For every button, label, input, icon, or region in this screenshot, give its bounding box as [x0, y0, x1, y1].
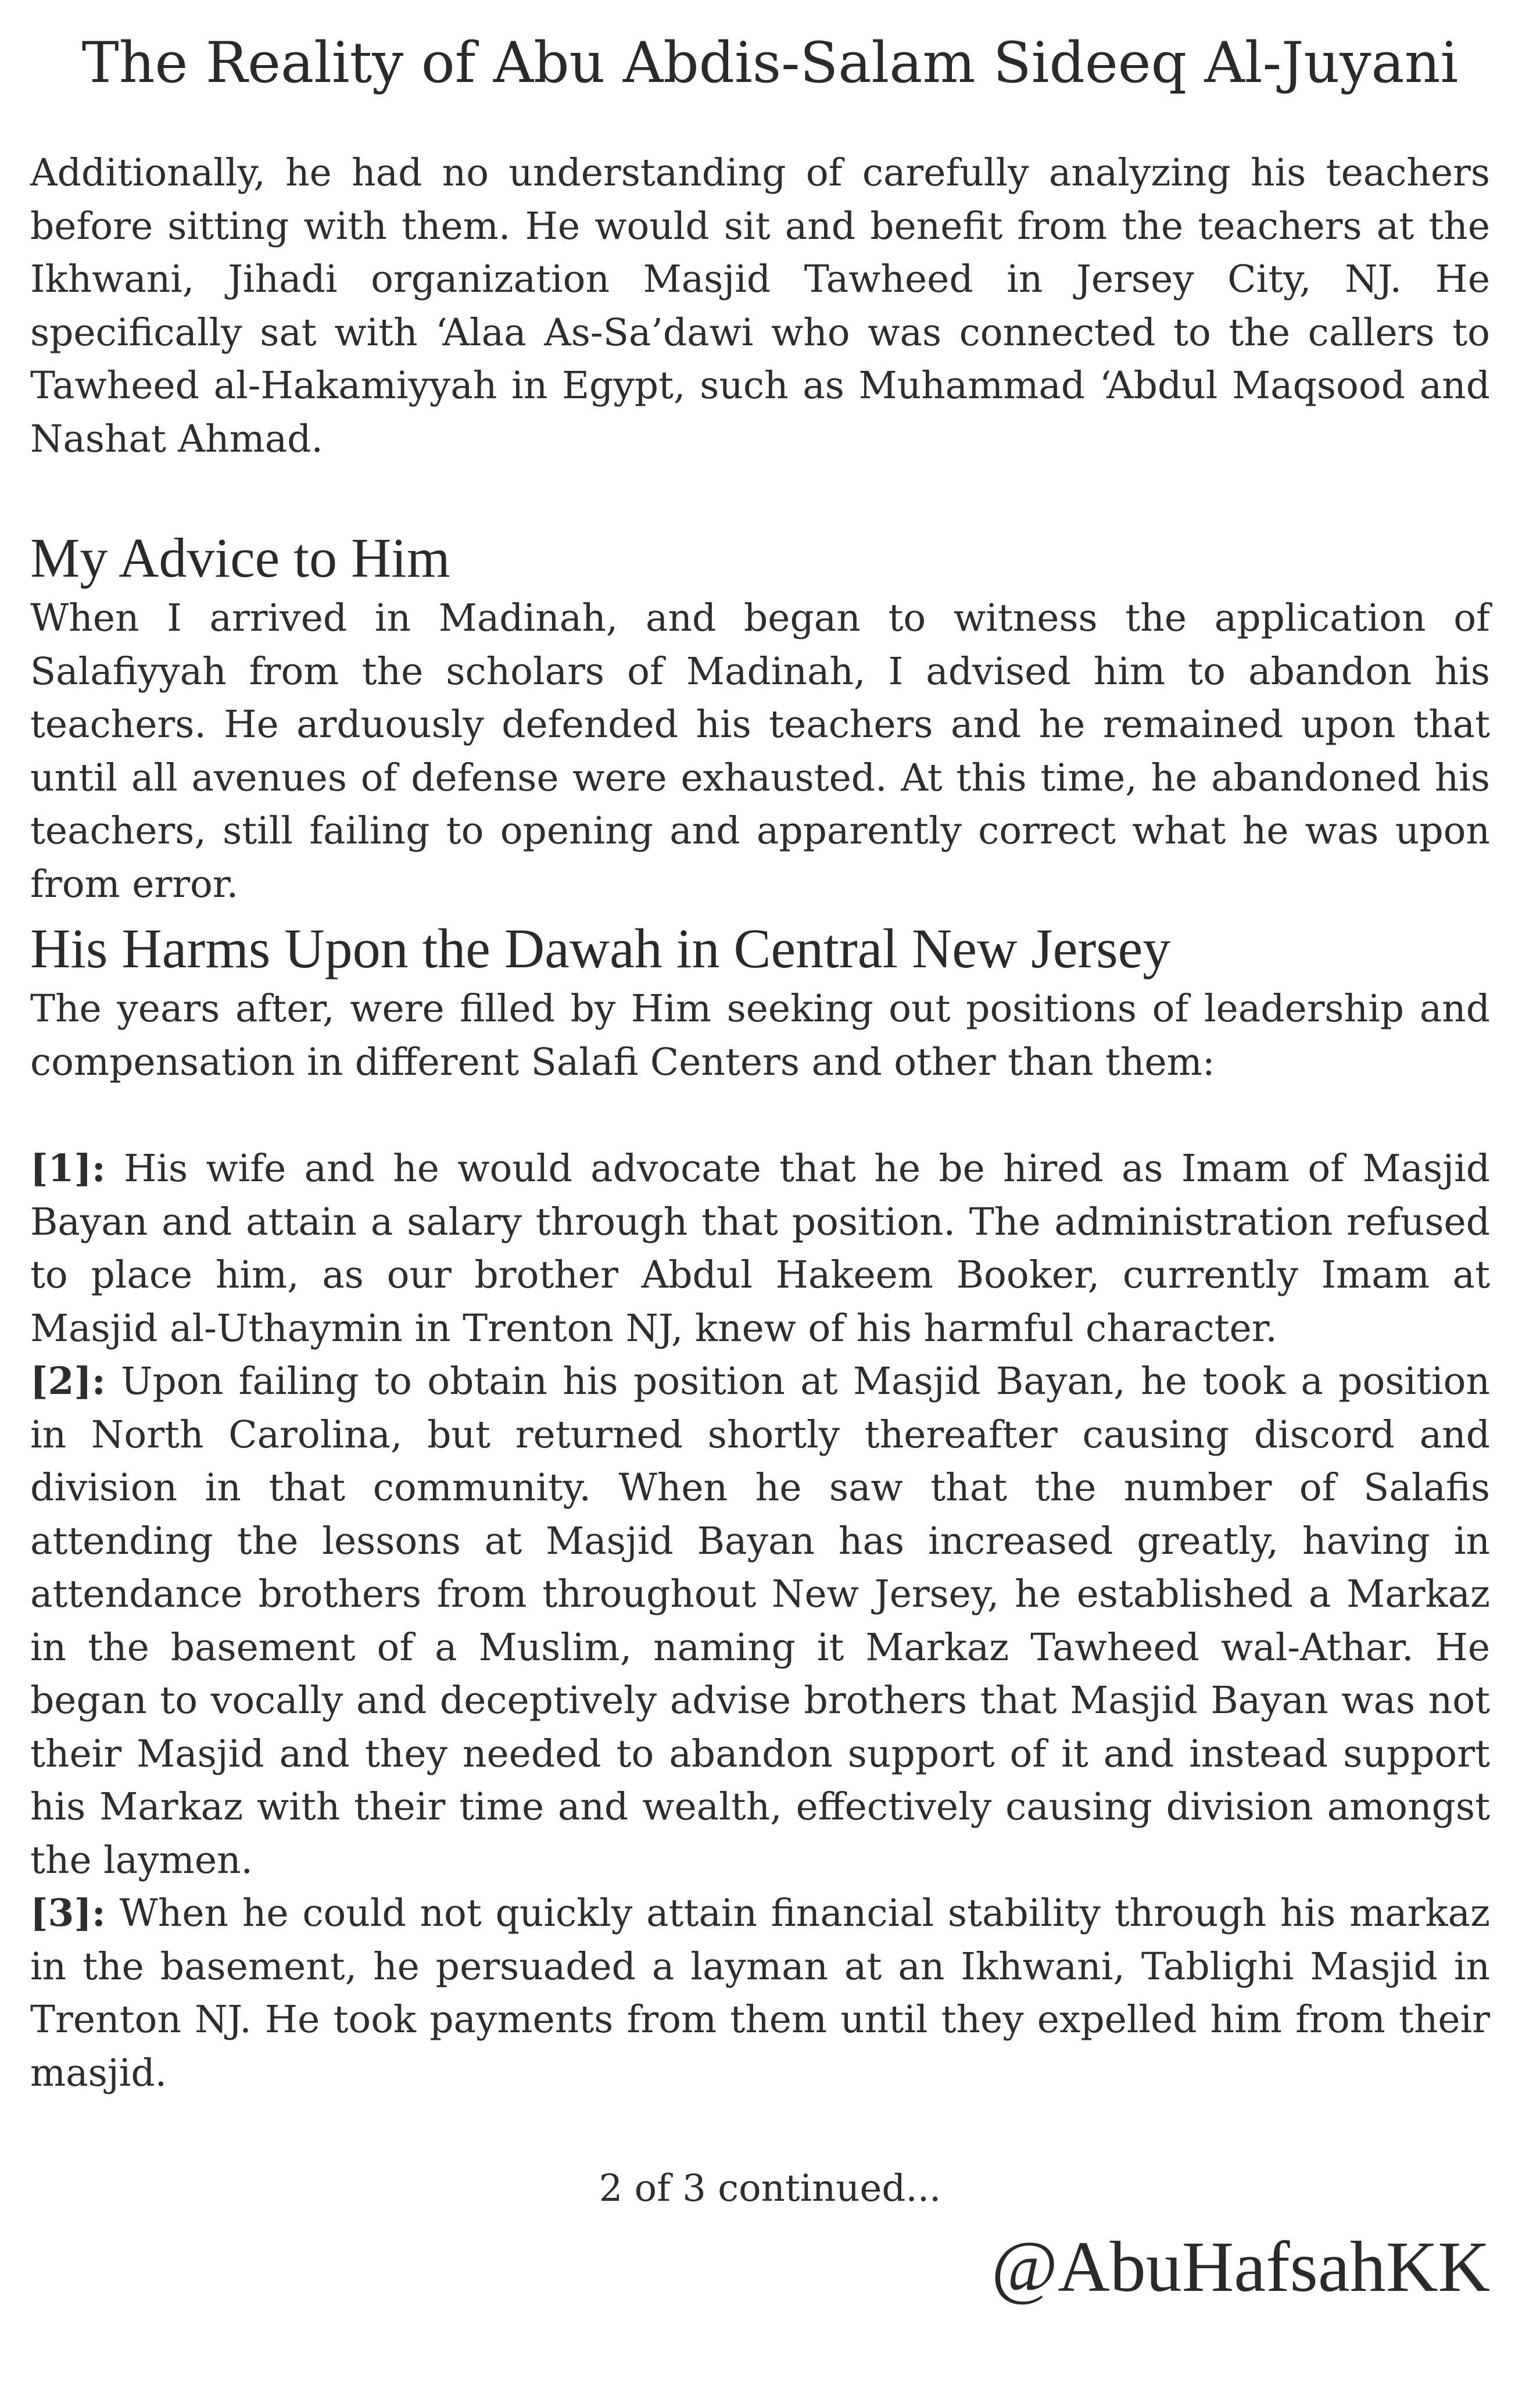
harm-item-label: [3]: — [30, 1891, 106, 1935]
advice-heading: My Advice to Him — [30, 527, 450, 589]
harm-item-1 — [30, 1142, 1490, 1355]
harm-item-2 — [30, 1355, 1490, 1887]
harm-item-3 — [30, 1887, 1490, 2100]
page-title: The Reality of Abu Abdis-Salam Sideeq Al-Juyani — [81, 30, 1459, 95]
harm-item-text: His wife and he would advocate that he be hired as Imam of Masjid Bayan and attain a salary through that position. The administration refused to place him, as our brother Abdul Hakeem Booker, currently Imam at Masjid al-Uthaymin in Trenton NJ, knew of his harmful character. — [30, 1147, 1490, 1350]
advice-paragraph: When I arrived in Madinah, and began to witness the application of Salafiyyah from the scholars of Madinah, I advised him to abandon his teachers. He arduously defended his teachers and he remained upon that until all avenues of defense were exhausted. At this time, he abandoned his teachers, still failing to opening and apparently correct what he was upon from error. — [30, 596, 1490, 906]
harm-item-label: [2]: — [30, 1359, 106, 1403]
harms-intro-paragraph: The years after, were filled by Him seeking out positions of leadership and compensation in different Salafi Centers and other than them: — [30, 987, 1490, 1084]
intro-paragraph: Additionally, he had no understanding of carefully analyzing his teachers before sitting with them. He would sit and benefit from the teachers at the Ikhwani, Jihadi organization Masjid Tawheed in Jersey City, NJ. He specifically sat with ‘Alaa As-Sa’dawi who was connected to the callers to Tawheed al-Hakamiyyah in Egypt, such as Muhammad ‘Abdul Maqsood and Nashat Ahmad. — [30, 151, 1490, 461]
harms-heading: His Harms Upon the Dawah in Central New Jersey — [30, 917, 1171, 979]
continued-note: 2 of 3 continued... — [599, 2167, 941, 2210]
harm-item-text: Upon failing to obtain his position at Masjid Bayan, he took a position in North Carolina, but returned shortly thereafter causing discord and division in that community. When he saw that the number of Salafis attending the lessons at Masjid Bayan has increased greatly, having in attendance brothers from throughout New Jersey, he established a Markaz in the basement of a Muslim, naming it Markaz Tawheed wal-Athar. He began to vocally and deceptively advise brothers that Masjid Bayan was not their Masjid and they needed to abandon support of it and instead support his Markaz with their time and wealth, effectively causing division amongst the laymen. — [30, 1360, 1490, 1882]
author-handle: @AbuHafsahKK — [991, 2227, 1490, 2307]
harm-item-text: When he could not quickly attain financial stability through his markaz in the basement, he persuaded a layman at an Ikhwani, Tablighi Masjid in Trenton NJ. He took payments from them until they expelled him from their masjid. — [30, 1892, 1490, 2095]
harm-item-label: [1]: — [30, 1146, 106, 1190]
